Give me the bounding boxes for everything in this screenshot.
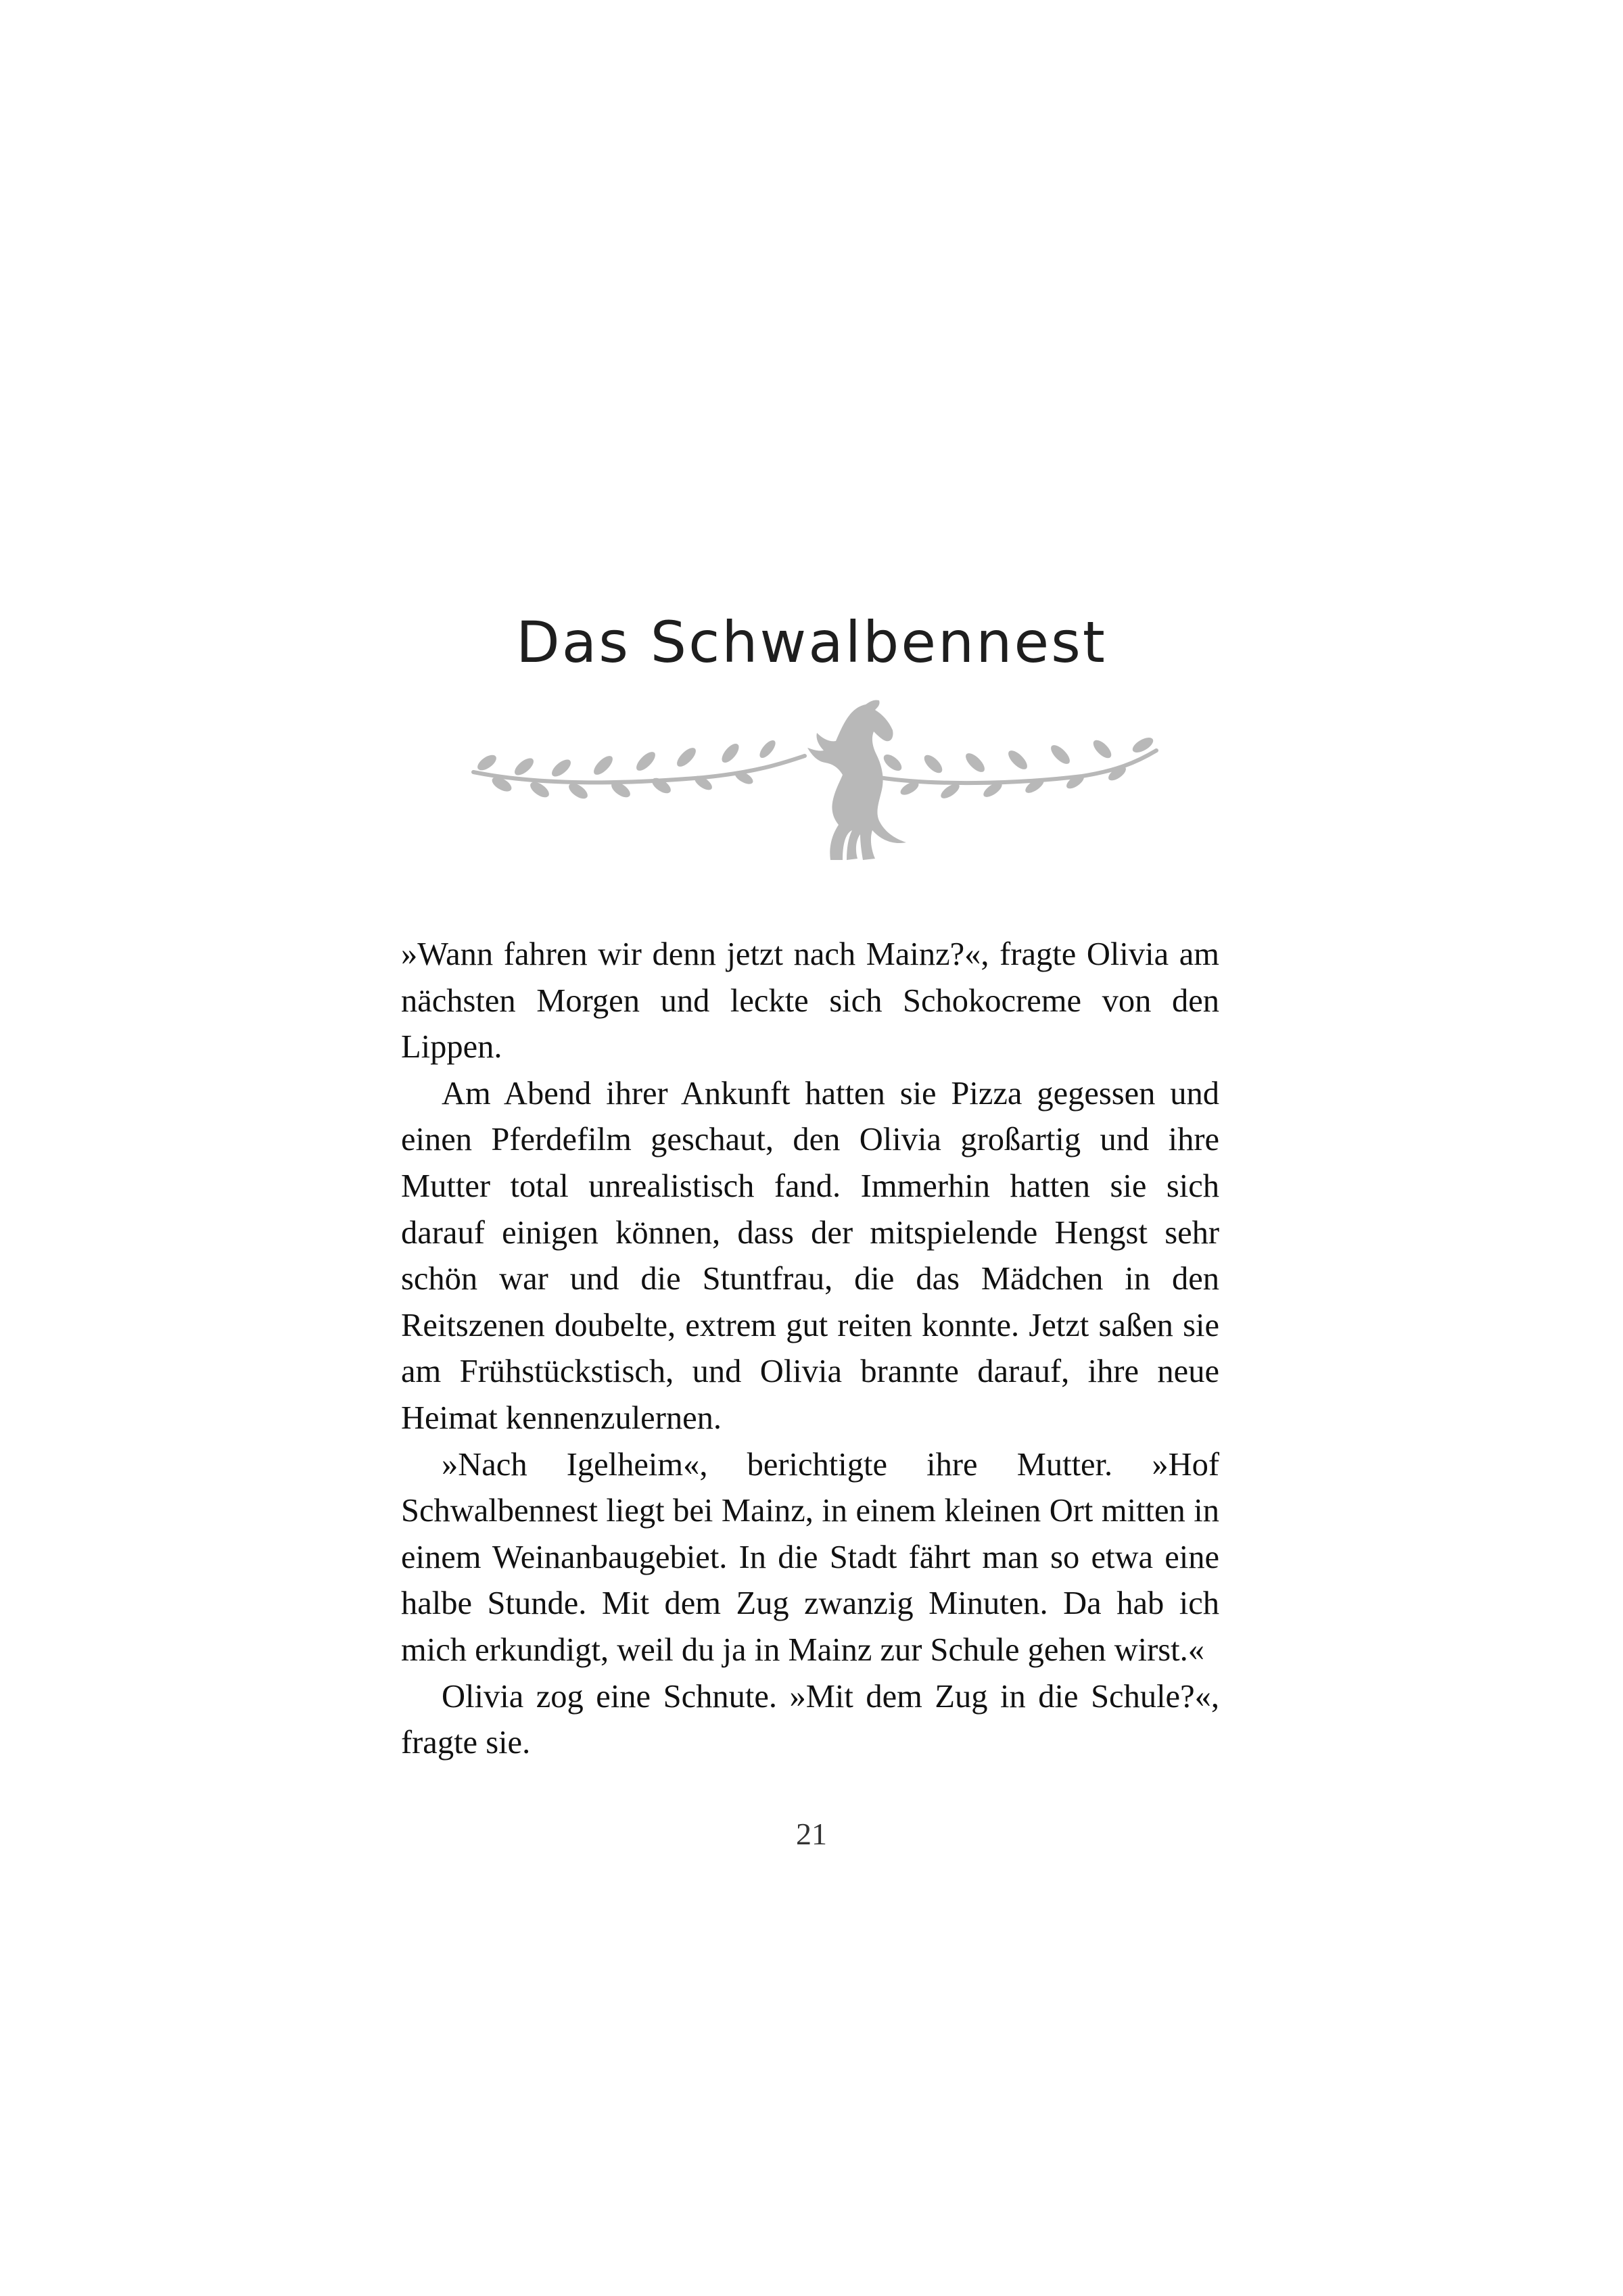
paragraph-3: »Nach Igelheim«, berichtigte ihre Mutter. »Hof Schwalbennest liegt bei Mainz, in einem kleinen Ort mitten in einem Weinanbaugebiet. In die Stadt fährt man so etwa eine halbe Stunde. Mit dem Zug zwanzig Minuten. Da hab ich mich erkundigt, weil du ja in Mainz zur Schule gehen wirst.« — [401, 1446, 1219, 1668]
paragraph-1: »Wann fahren wir denn jetzt nach Mainz?«, fragte Olivia am nächsten Morgen und leckte sich Schokocreme von den Lippen. — [401, 936, 1219, 1066]
chapter-body — [401, 932, 1219, 1767]
chapter-title: Das Schwalbennest — [516, 609, 1107, 676]
horse-ornament-icon — [460, 683, 1170, 872]
paragraph-2: Am Abend ihrer Ankunft hatten sie Pizza gegessen und einen Pferdefilm geschaut, den Olivia großartig und ihre Mutter total unrealistisch fand. Immerhin hatten sie sich darauf einigen können, dass der mitspielende Hengst sehr schön war und die Stuntfrau, die das Mädchen in den Reitszenen doubelte, extrem gut reiten konnte. Jetzt saßen sie am Frühstückstisch, und Olivia brannte darauf, ihre neue Heimat kennenzulernen. — [401, 1075, 1219, 1436]
paragraph-4: Olivia zog eine Schnute. »Mit dem Zug in die Schule?«, fragte sie. — [401, 1678, 1219, 1761]
page-number: 21 — [796, 1817, 827, 1851]
